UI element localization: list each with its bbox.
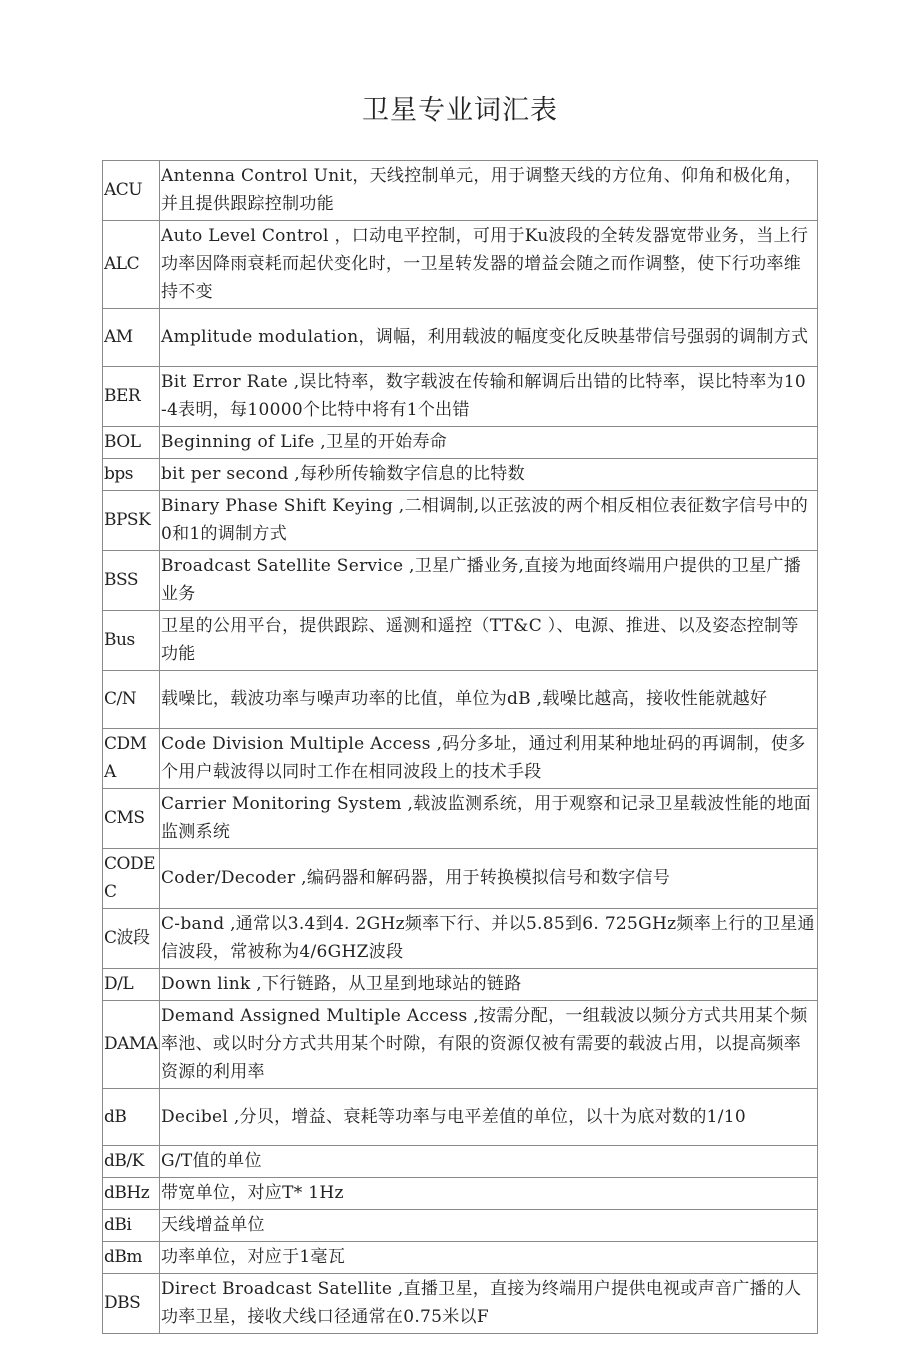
definition-cell: Code Division Multiple Access ,码分多址，通过利用某种地址码的再调制，使多个用户载波得以同时工作在相同波段上的技术手段	[160, 729, 818, 789]
table-row	[103, 1089, 818, 1146]
definition-cell: Binary Phase Shift Keying ,二相调制,以正弦波的两个相反相位表征数字信号中的0和1的调制方式	[160, 491, 818, 551]
table-row	[103, 491, 818, 551]
page-title: 卫星专业词汇表	[362, 95, 558, 126]
definition-cell: Auto Level Control ，口动电平控制，可用于Ku波段的全转发器宽带业务，当上行功率因降雨衰耗而起伏变化时，一卫星转发器的增益会随之而作调整，使下行功率维持不变	[160, 221, 818, 309]
glossary-table	[102, 160, 818, 1334]
table-row	[103, 221, 818, 309]
table-row	[103, 909, 818, 969]
definition-cell: Broadcast Satellite Service ,卫星广播业务,直接为地面终端用户提供的卫星广播业务	[160, 551, 818, 611]
table-row	[103, 1274, 818, 1334]
term-cell: CMS	[103, 789, 160, 849]
term-cell: BER	[103, 367, 160, 427]
table-row	[103, 161, 818, 221]
term-cell: C/N	[103, 671, 160, 729]
definition-cell: Decibel ,分贝，增益、衰耗等功率与电平差值的单位，以十为底对数的1/10	[160, 1089, 818, 1146]
definition-cell: Antenna Control Unit，天线控制单元，用于调整天线的方位角、仰角和极化角，并且提供跟踪控制功能	[160, 161, 818, 221]
term-cell: dB/K	[103, 1146, 160, 1178]
term-cell: BSS	[103, 551, 160, 611]
table-row	[103, 789, 818, 849]
term-cell: C波段	[103, 909, 160, 969]
table-row	[103, 671, 818, 729]
definition-cell: Down link ,下行链路，从卫星到地球站的链路	[160, 969, 818, 1001]
table-row	[103, 551, 818, 611]
definition-cell: Direct Broadcast Satellite ,直播卫星，直接为终端用户提供电视或声音广播的人功率卫星，接收犬线口径通常在0.75米以F	[160, 1274, 818, 1334]
term-cell: ACU	[103, 161, 160, 221]
term-cell: bps	[103, 459, 160, 491]
table-row	[103, 1210, 818, 1242]
table-row	[103, 367, 818, 427]
table-row	[103, 729, 818, 789]
definition-cell: 天线增益单位	[160, 1210, 818, 1242]
definition-cell: Bit Error Rate ,误比特率，数字载波在传输和解调后出错的比特率，误比特率为10 -4表明，每10000个比特中将有1个出错	[160, 367, 818, 427]
term-cell: dBm	[103, 1242, 160, 1274]
term-cell: BPSK	[103, 491, 160, 551]
table-row	[103, 1001, 818, 1089]
definition-cell: bit per second ,每秒所传输数字信息的比特数	[160, 459, 818, 491]
table-row	[103, 1178, 818, 1210]
term-cell: D/L	[103, 969, 160, 1001]
term-cell: ALC	[103, 221, 160, 309]
table-row	[103, 459, 818, 491]
glossary-body	[103, 161, 818, 1334]
definition-cell: Carrier Monitoring System ,载波监测系统，用于观察和记录卫星载波性能的地面监测系统	[160, 789, 818, 849]
table-row	[103, 427, 818, 459]
table-row	[103, 1146, 818, 1178]
term-cell: CODEC	[103, 849, 160, 909]
definition-cell: 卫星的公用平台，提供跟踪、遥测和遥控（TT&C ）、电源、推进、以及姿态控制等功能	[160, 611, 818, 671]
term-cell: dB	[103, 1089, 160, 1146]
definition-cell: Amplitude modulation，调幅，利用载波的幅度变化反映基带信号强弱的调制方式	[160, 309, 818, 367]
definition-cell: 载噪比，载波功率与噪声功率的比值，单位为dB ,载噪比越高，接收性能就越好	[160, 671, 818, 729]
definition-cell: G/T值的单位	[160, 1146, 818, 1178]
definition-cell: C-band ,通常以3.4到4. 2GHz频率下行、并以5.85到6. 725GHz频率上行的卫星通信波段，常被称为4/6GHZ波段	[160, 909, 818, 969]
definition-cell: 功率单位，对应于1毫瓦	[160, 1242, 818, 1274]
table-row	[103, 849, 818, 909]
definition-cell: 带宽单位，对应T* 1Hz	[160, 1178, 818, 1210]
table-row	[103, 969, 818, 1001]
table-row	[103, 611, 818, 671]
term-cell: DBS	[103, 1274, 160, 1334]
term-cell: dBi	[103, 1210, 160, 1242]
table-row	[103, 1242, 818, 1274]
term-cell: Bus	[103, 611, 160, 671]
term-cell: DAMA	[103, 1001, 160, 1089]
table-row	[103, 309, 818, 367]
term-cell: BOL	[103, 427, 160, 459]
term-cell: dBHz	[103, 1178, 160, 1210]
definition-cell: Coder/Decoder ,编码器和解码器，用于转换模拟信号和数字信号	[160, 849, 818, 909]
definition-cell: Demand Assigned Multiple Access ,按需分配，一组载波以频分方式共用某个频率池、或以时分方式共用某个时隙，有限的资源仅被有需要的载波占用，以提高频率资源的利用率	[160, 1001, 818, 1089]
term-cell: AM	[103, 309, 160, 367]
definition-cell: Beginning of Life ,卫星的开始寿命	[160, 427, 818, 459]
term-cell: CDMA	[103, 729, 160, 789]
